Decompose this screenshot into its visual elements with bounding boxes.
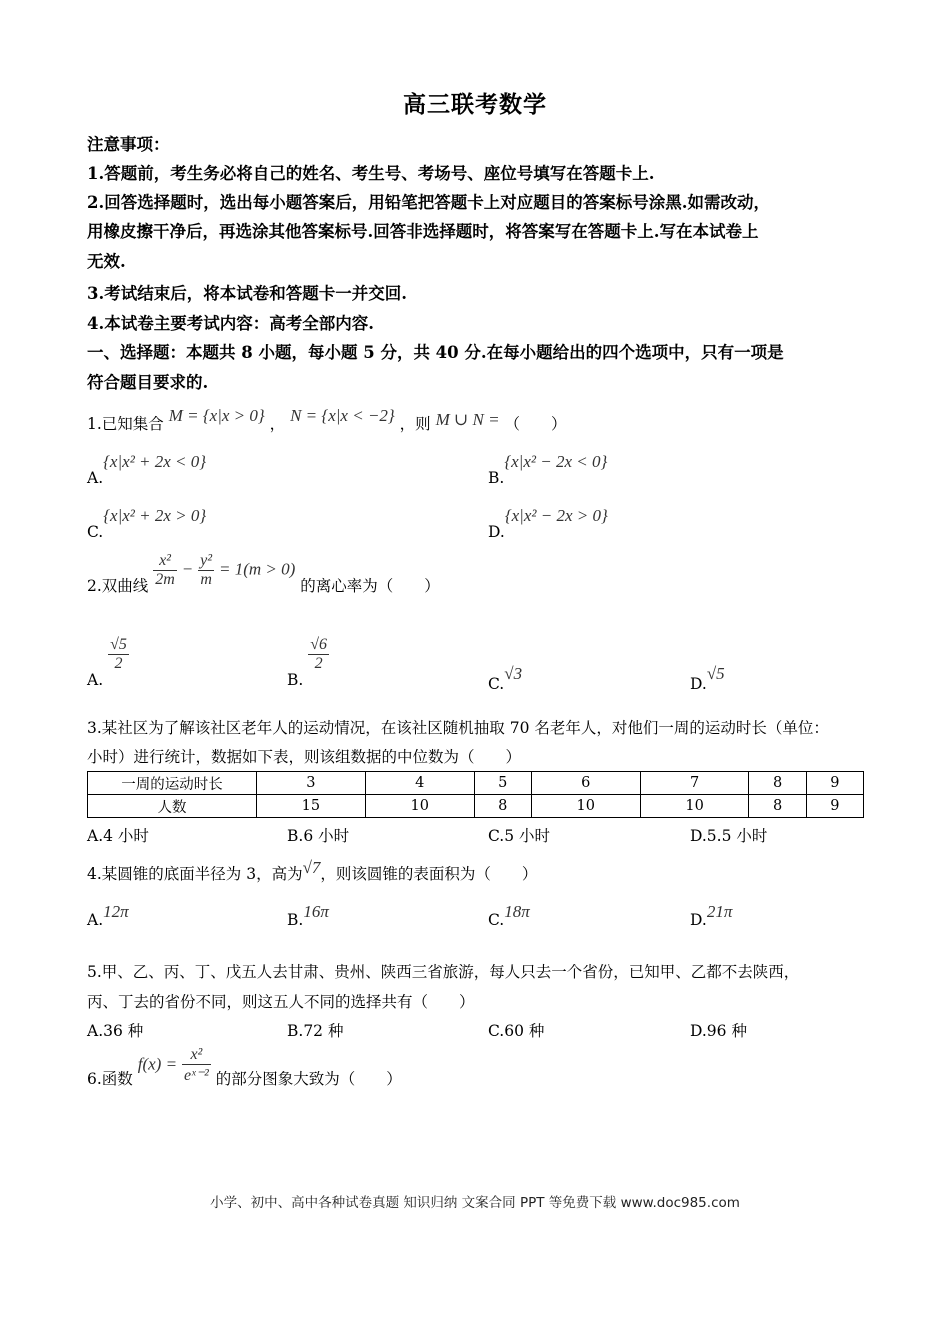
q4-b-label: B. [287,911,304,929]
table-cell: 7 [640,772,749,795]
table-header-cell: 人数 [88,795,257,818]
q3-option-c: C.5 小时 [488,827,551,845]
q2-d-label: D. [690,675,707,693]
q4-option-a [87,902,129,929]
q2-b-den: 2 [314,655,323,672]
q5-line-1: 5.甲、乙、丙、丁、戊五人去甘肃、贵州、陕西三省旅游，每人只去一个省份，已知甲、乙都不去陕西， [87,963,800,981]
q2-minus: − [181,559,194,579]
q2-d-expr: √5 [706,664,725,683]
q3-line-2: 小时）进行统计，数据如下表，则该组数据的中位数为（ ） [87,748,522,766]
q2-equation-rest: = 1(m > 0) [219,559,296,579]
q2-option-d [690,664,725,693]
q2-frac-2 [198,552,214,589]
q2-b-num: √6 [310,636,328,653]
q4-c-label: C. [488,911,505,929]
q1-d-expr: {x|x² − 2x > 0} [504,506,608,525]
q2-a-den: 2 [114,655,123,672]
q4-option-c [488,902,530,929]
q1-option-d [488,506,608,541]
q1-option-b [488,452,608,487]
q2-a-frac [108,636,129,673]
table-cell: 9 [806,795,863,818]
q2-c-label: C. [488,675,505,693]
q1-union-expr: M ∪ N = [435,410,500,429]
q1-set-n: N = {x|x < −2} [290,406,395,425]
q6-fx: f(x) = [137,1054,178,1074]
q4-root: √7 [302,858,321,877]
q1-comma: ， [269,415,286,433]
page-title: 高三联考数学 [403,91,547,118]
table-cell: 10 [640,795,749,818]
q2-b-label: B. [287,670,304,689]
table-header-cell: 一周的运动时长 [88,772,257,795]
q2-frac-1-num: x² [153,552,177,571]
q1-a-expr: {x|x² + 2x < 0} [103,452,207,471]
q2-stem [87,552,440,597]
q4-option-d [690,902,733,929]
q2-suffix: 的离心率为（ ） [300,576,440,595]
q1-c-label: C. [87,523,104,541]
q1-prefix: 1.已知集合 [87,415,164,433]
table-cell: 8 [749,795,806,818]
table-cell: 8 [474,795,531,818]
q5-option-c: C.60 种 [488,1022,545,1040]
q5-option-b: B.72 种 [287,1022,344,1040]
q4-a-expr: 12π [103,902,129,921]
table-cell: 9 [806,772,863,795]
table-row [88,795,864,818]
q4-d-label: D. [690,911,707,929]
notice-item-2-line-2: 用橡皮擦干净后，再选涂其他答案标号.回答非选择题时，将答案写在答题卡上.写在本试卷上 [87,222,759,241]
notice-item-1: 1.答题前，考生务必将自己的姓名、考生号、考场号、座位号填写在答题卡上. [87,164,655,183]
q2-c-expr: √3 [504,664,523,683]
q2-equation [153,552,295,589]
q2-frac-2-den: m [200,571,212,588]
notice-item-2-line-3: 无效. [87,252,126,271]
q2-option-a [87,636,129,689]
q4-prefix: 4.某圆锥的底面半径为 3，高为 [87,865,303,883]
q2-frac-1-den: 2m [155,571,175,588]
q5-line-2: 丙、丁去的省份不同，则这五人不同的选择共有（ ） [87,993,475,1011]
q3-option-b: B.6 小时 [287,827,350,845]
q4-option-b [287,902,329,929]
q4-d-expr: 21π [706,902,733,921]
q6-stem [87,1046,402,1088]
table-cell: 6 [531,772,640,795]
q1-paren: （ ） [504,415,567,433]
table-cell: 5 [474,772,531,795]
q1-a-label: A. [87,469,104,487]
notice-item-2-line-1: 2.回答选择题时，选出每小题答案后，用铅笔把答题卡上对应题目的答案标号涂黑.如需改动， [87,193,770,212]
table-cell: 10 [531,795,640,818]
q3-option-a: A.4 小时 [87,827,149,845]
q5-option-d: D.96 种 [690,1022,747,1040]
q1-then: ，则 [399,415,431,433]
q2-a-label: A. [87,670,104,689]
q4-stem [87,856,538,883]
q6-frac [182,1046,211,1085]
q1-stem [87,406,567,434]
notice-item-4: 4.本试卷主要考试内容：高考全部内容. [87,314,374,333]
q2-frac-1 [153,552,177,589]
q2-a-num: √5 [110,636,127,653]
q3-option-d: D.5.5 小时 [690,827,768,845]
q2-frac-2-num: y² [200,552,213,569]
table-cell: 8 [749,772,806,795]
q4-a-label: A. [87,911,104,929]
q2-b-frac [308,636,329,673]
q1-b-label: B. [488,469,505,487]
q3-data-table [87,771,864,818]
table-cell: 3 [257,772,366,795]
q2-option-c [488,664,523,693]
table-cell: 4 [365,772,474,795]
section-1-line-1: 一、选择题：本题共 8 小题，每小题 5 分，共 40 分.在每小题给出的四个选项中，只有一项是 [87,343,784,362]
q1-d-label: D. [488,523,505,541]
q5-option-a: A.36 种 [87,1022,144,1040]
q2-prefix: 2.双曲线 [87,576,149,595]
q6-frac-num: x² [182,1046,211,1065]
notice-heading: 注意事项： [87,135,170,154]
q6-prefix: 6.函数 [87,1069,133,1088]
notice-item-3: 3.考试结束后，将本试卷和答题卡一并交回. [87,284,407,303]
table-row [88,772,864,795]
q2-option-b [287,636,329,689]
q4-c-expr: 18π [504,902,530,921]
table-cell: 15 [257,795,366,818]
q4-suffix: ，则该圆锥的表面积为（ ） [320,865,538,883]
q1-c-expr: {x|x² + 2x > 0} [103,506,207,525]
q6-suffix: 的部分图象大致为（ ） [215,1069,402,1088]
section-1-line-2: 符合题目要求的. [87,373,209,392]
table-cell: 10 [365,795,474,818]
q1-b-expr: {x|x² − 2x < 0} [504,452,608,471]
q1-option-a [87,452,207,487]
q1-option-c [87,506,207,541]
q3-line-1: 3.某社区为了解该社区老年人的运动情况，在该社区随机抽取 70 名老年人，对他们一周的运动时长（单位： [87,719,829,737]
q4-b-expr: 16π [303,902,329,921]
q6-frac-den: eˣ⁻² [183,1067,209,1084]
q1-set-m: M = {x|x > 0} [168,406,265,425]
page-footer: 小学、初中、高中各种试卷真题 知识归纳 文案合同 PPT 等免费下载 www.doc985.com [210,1195,740,1211]
